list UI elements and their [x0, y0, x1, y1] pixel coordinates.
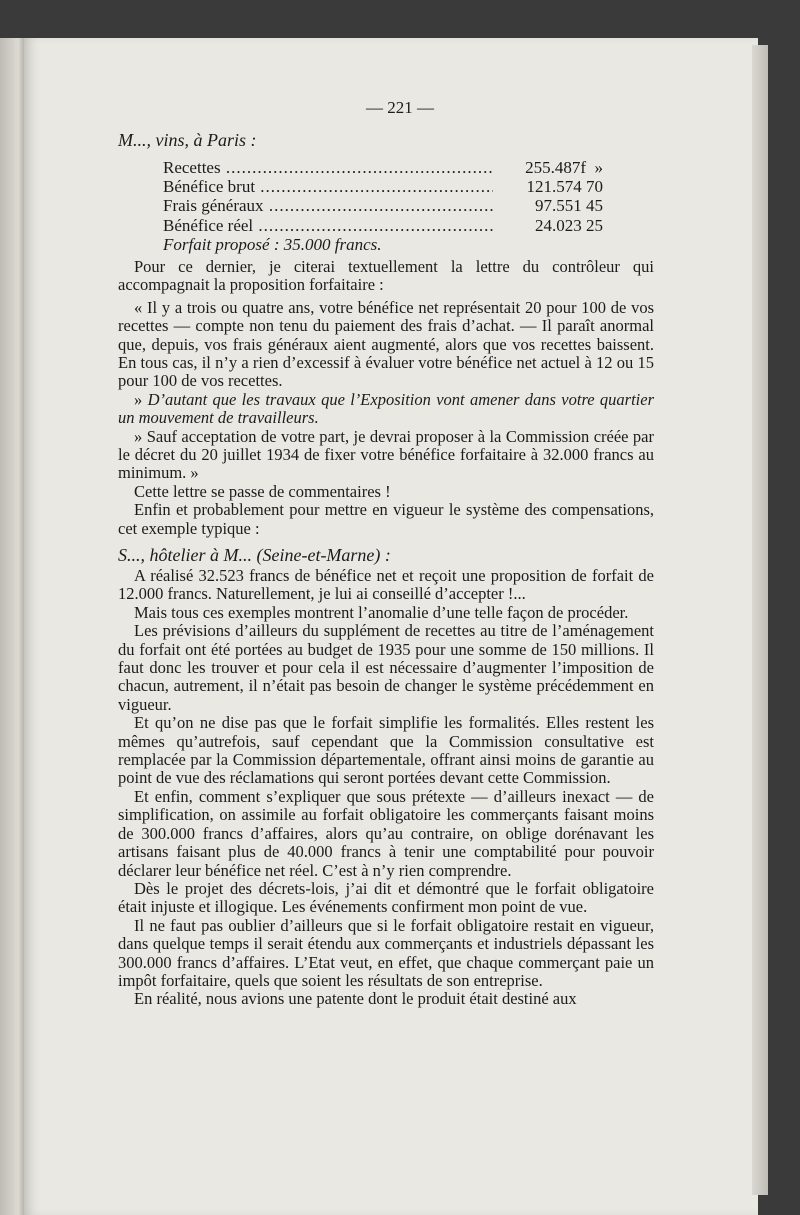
paragraph: En réalité, nous avions une patente dont le produit était destiné aux	[134, 989, 577, 1009]
paragraph: Les prévisions d’ailleurs du supplément de recettes au titre de l’aménagement du forfait ont été portées au budget de 1935 pour une somme de 150 millions. Il faut donc les trouver et pour cela il est nécessaire d’augmenter l’imposition de chacun, autrement, il n’était pas besoin de changer le système précédemment en vigueur.	[118, 621, 654, 714]
italic-quote: D’autant que les travaux que l’Exposition vont amener dans votre quartier un mouvement de travailleurs.	[118, 389, 654, 428]
proposed-forfait: Forfait proposé : 35.000 francs.	[163, 234, 382, 254]
accounts-table	[163, 158, 603, 254]
paragraph: Et qu’on ne dise pas que le forfait simplifie les formalités. Elles restent les mêmes qu’autrefois, sauf cependant que la Commission consultative est remplacée par la Commission départementale, offrant ainsi moins de garantie au point de vue des réclamations qui seront portées devant cette Commission.	[118, 713, 654, 788]
row-value: 121.574 70	[526, 177, 603, 197]
page-number: — 221 —	[366, 98, 434, 117]
adjacent-page-edge	[0, 38, 26, 1215]
table-row	[163, 216, 603, 235]
paragraph: Mais tous ces exemples montrent l’anomalie d’une telle façon de procéder.	[134, 602, 629, 622]
case-heading-hotel: S..., hôtelier à M... (Seine-et-Marne) :	[118, 545, 391, 565]
page-stack-edge	[752, 45, 768, 1195]
body-text-1	[118, 258, 654, 538]
paragraph: Pour ce dernier, je citerai textuellement la lettre du contrôleur qui accompagnait la proposition forfaitaire :	[118, 257, 654, 295]
paragraph: Dès le projet des décrets-lois, j’ai dit et démontré que le forfait obligatoire était injuste et illogique. Les événements confirment mon point de vue.	[118, 878, 654, 917]
row-label: Frais généraux .....	[163, 196, 493, 215]
row-value: 255.487f »	[525, 158, 603, 177]
paragraph: Et enfin, comment s’expliquer que sous prétexte — d’ailleurs inexact — de simplification, on assimile au forfait obligatoire les commerçants faisant moins de 300.000 francs d’affaires, alors qu’au contraire, on oblige dorénavant les artisans faisant plus de 40.000 francs à tenir une comptabilité pour pouvoir déclarer leur bénéfice net réel. C’est à n’y rien comprendre.	[118, 786, 654, 880]
paragraph: » Sauf acceptation de votre part, je devrai proposer à la Commission créée par le décret du 20 juillet 1934 de fixer votre bénéfice forfaitaire à 32.000 francs au minimum. »	[118, 426, 654, 483]
table-row	[163, 177, 603, 196]
table-row	[163, 158, 603, 177]
paragraph: Il ne faut pas oublier d’ailleurs que si le forfait obligatoire restait en vigueur, dans quelque temps il serait étendu aux commerçants et industriels dépassant les 300.000 francs d’affaires. L’Etat veut, en effet, que chaque commerçant paie un impôt forfaitaire, quels que soient les résultats de son entreprise.	[118, 915, 654, 990]
paragraph: « Il y a trois ou quatre ans, votre bénéfice net représentait 20 pour 100 de vos recettes — compte non tenu du paiement des frais d’achat. — Il paraît anormal que, depuis, vos frais généraux aient augmenté, alors que vos recettes baissent. En tous cas, il n’y a rien d’excessif à évaluer votre bénéfice net actuel à 12 ou 15 pour 100 de vos recettes.	[118, 297, 654, 391]
row-value: 97.551 45	[535, 196, 603, 216]
paragraph	[118, 391, 654, 428]
table-row	[163, 196, 603, 215]
paragraph: A réalisé 32.523 francs de bénéfice net et reçoit une proposition de forfait de 12.000 francs. Naturellement, je lui ai conseillé d’accepter !...	[118, 566, 654, 604]
row-label: Bénéfice brut .....	[163, 177, 493, 196]
quote-mark: »	[134, 389, 148, 409]
row-label: Recettes .....	[163, 158, 493, 177]
case-heading-wines: M..., vins, à Paris :	[118, 130, 257, 150]
paragraph: Enfin et probablement pour mettre en vigueur le système des compensations, cet exemple typique :	[118, 500, 654, 538]
row-label: Bénéfice réel .....	[163, 216, 493, 235]
paragraph: Cette lettre se passe de commentaires !	[134, 481, 391, 501]
row-value: 24.023 25	[535, 215, 603, 235]
body-text-2	[118, 567, 654, 1009]
